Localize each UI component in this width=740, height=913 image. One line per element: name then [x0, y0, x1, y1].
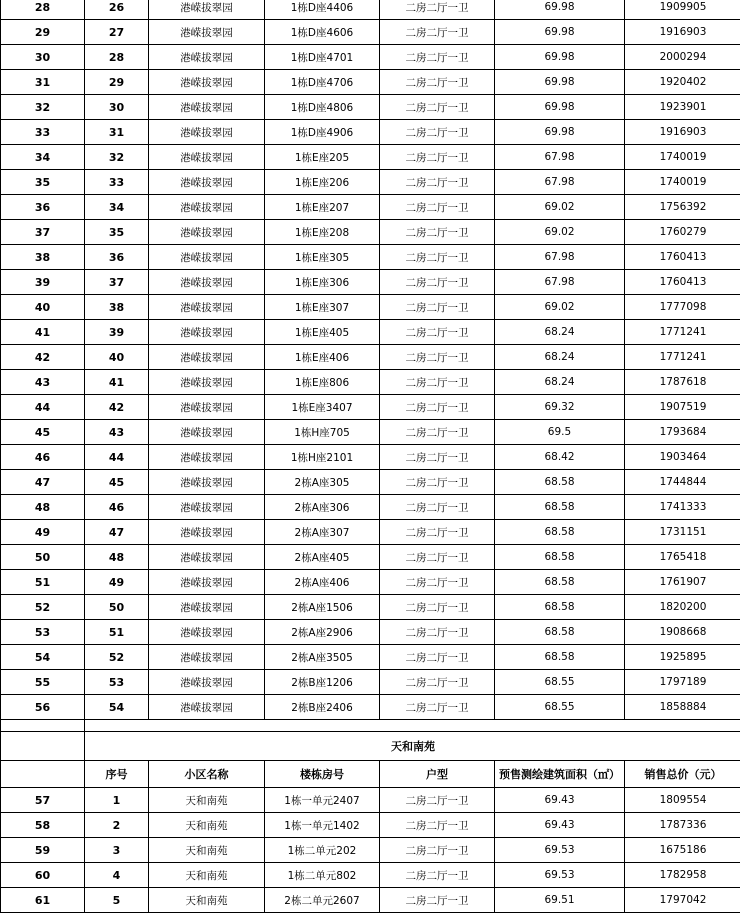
table-cell: 2栋A座307 — [265, 520, 380, 545]
table-cell: 49 — [1, 520, 85, 545]
table-cell: 1782958 — [625, 863, 740, 888]
table-cell: 1760413 — [625, 245, 740, 270]
table-cell: 天和南苑 — [149, 888, 265, 913]
table-cell: 36 — [85, 245, 149, 270]
table-cell: 二房二厅一卫 — [380, 120, 495, 145]
table-cell: 1858884 — [625, 695, 740, 720]
table-cell: 1925895 — [625, 645, 740, 670]
table-cell: 1920402 — [625, 70, 740, 95]
table-row — [1, 645, 740, 670]
table-cell: 42 — [85, 395, 149, 420]
table-cell: 港嵘拔翠园 — [149, 245, 265, 270]
table-cell: 34 — [1, 145, 85, 170]
table-cell: 1907519 — [625, 395, 740, 420]
table-cell: 1栋D座4606 — [265, 20, 380, 45]
table-cell: 56 — [1, 695, 85, 720]
table-cell: 69.02 — [495, 220, 625, 245]
table-cell: 1栋二单元202 — [265, 838, 380, 863]
table-cell: 二房二厅一卫 — [380, 620, 495, 645]
table-cell: 55 — [1, 670, 85, 695]
table-cell: 天和南苑 — [149, 838, 265, 863]
table-cell: 2栋B座1206 — [265, 670, 380, 695]
table-cell: 2栋A座405 — [265, 545, 380, 570]
table-cell: 1栋E座3407 — [265, 395, 380, 420]
table-cell: 53 — [85, 670, 149, 695]
table-cell: 41 — [85, 370, 149, 395]
table-cell: 二房二厅一卫 — [380, 170, 495, 195]
table-cell: 2栋A座406 — [265, 570, 380, 595]
table-row — [1, 838, 740, 863]
table-cell: 二房二厅一卫 — [380, 495, 495, 520]
table-cell: 1栋E座806 — [265, 370, 380, 395]
table-cell: 38 — [85, 295, 149, 320]
table-cell: 54 — [85, 695, 149, 720]
table-cell: 二房二厅一卫 — [380, 70, 495, 95]
table-cell: 57 — [1, 788, 85, 813]
table-cell: 二房二厅一卫 — [380, 345, 495, 370]
table-cell: 37 — [1, 220, 85, 245]
table-cell: 二房二厅一卫 — [380, 813, 495, 838]
table-cell: 港嵘拔翠园 — [149, 545, 265, 570]
table-cell: 33 — [85, 170, 149, 195]
table-cell: 港嵘拔翠园 — [149, 195, 265, 220]
table-cell: 1栋D座4806 — [265, 95, 380, 120]
table-cell: 港嵘拔翠园 — [149, 45, 265, 70]
table-cell: 28 — [1, 0, 85, 20]
table-cell: 69.98 — [495, 0, 625, 20]
header-cell: 序号 — [85, 761, 149, 788]
table-cell: 69.98 — [495, 120, 625, 145]
table-cell: 42 — [1, 345, 85, 370]
table-cell: 2000294 — [625, 45, 740, 70]
table-cell: 1栋E座206 — [265, 170, 380, 195]
table-cell: 1栋E座305 — [265, 245, 380, 270]
table-cell: 1777098 — [625, 295, 740, 320]
table-cell: 32 — [1, 95, 85, 120]
table-cell: 67.98 — [495, 145, 625, 170]
table-cell: 1栋二单元802 — [265, 863, 380, 888]
table-cell: 50 — [1, 545, 85, 570]
table-row — [1, 0, 740, 20]
table-cell: 港嵘拔翠园 — [149, 470, 265, 495]
table-cell: 69.98 — [495, 20, 625, 45]
table-cell: 二房二厅一卫 — [380, 863, 495, 888]
table-cell: 1787618 — [625, 370, 740, 395]
table-cell: 35 — [1, 170, 85, 195]
table-cell: 二房二厅一卫 — [380, 838, 495, 863]
table-cell: 港嵘拔翠园 — [149, 370, 265, 395]
table-cell: 2栋A座3505 — [265, 645, 380, 670]
table-cell: 1 — [85, 788, 149, 813]
table-cell: 港嵘拔翠园 — [149, 320, 265, 345]
table-row — [1, 670, 740, 695]
table-cell: 69.53 — [495, 863, 625, 888]
table-cell: 51 — [85, 620, 149, 645]
table-row — [1, 370, 740, 395]
table-cell: 二房二厅一卫 — [380, 545, 495, 570]
table-cell: 58 — [1, 813, 85, 838]
table-cell: 54 — [1, 645, 85, 670]
table-cell: 二房二厅一卫 — [380, 0, 495, 20]
table-cell: 1栋一单元2407 — [265, 788, 380, 813]
table-row — [1, 120, 740, 145]
table-cell: 48 — [85, 545, 149, 570]
table-cell: 1731151 — [625, 520, 740, 545]
table-cell: 67.98 — [495, 245, 625, 270]
table-cell: 1797042 — [625, 888, 740, 913]
header-cell: 小区名称 — [149, 761, 265, 788]
table-cell: 69.98 — [495, 95, 625, 120]
table-cell: 68.24 — [495, 320, 625, 345]
table-cell: 港嵘拔翠园 — [149, 120, 265, 145]
table-cell: 1栋E座306 — [265, 270, 380, 295]
table-cell: 51 — [1, 570, 85, 595]
table-cell: 69.43 — [495, 788, 625, 813]
table-cell: 二房二厅一卫 — [380, 195, 495, 220]
table-cell: 34 — [85, 195, 149, 220]
table-row — [1, 320, 740, 345]
table-cell: 1908668 — [625, 620, 740, 645]
table-cell: 1797189 — [625, 670, 740, 695]
table-row — [1, 245, 740, 270]
table-cell: 二房二厅一卫 — [380, 470, 495, 495]
table-cell: 二房二厅一卫 — [380, 270, 495, 295]
table-cell: 二房二厅一卫 — [380, 370, 495, 395]
table-cell: 5 — [85, 888, 149, 913]
table-row — [1, 863, 740, 888]
table-cell: 69.43 — [495, 813, 625, 838]
table-cell: 68.24 — [495, 345, 625, 370]
table-cell: 52 — [1, 595, 85, 620]
table-cell: 二房二厅一卫 — [380, 645, 495, 670]
table-cell: 1栋一单元1402 — [265, 813, 380, 838]
table-cell: 1820200 — [625, 595, 740, 620]
table-cell: 二房二厅一卫 — [380, 570, 495, 595]
section-title: 天和南苑 — [85, 732, 740, 761]
table-cell: 二房二厅一卫 — [380, 595, 495, 620]
table-cell: 68.55 — [495, 695, 625, 720]
table-cell: 1栋E座405 — [265, 320, 380, 345]
table-cell: 港嵘拔翠园 — [149, 20, 265, 45]
table-cell: 港嵘拔翠园 — [149, 345, 265, 370]
table-cell: 1675186 — [625, 838, 740, 863]
table-cell: 2栋A座306 — [265, 495, 380, 520]
table-cell: 44 — [1, 395, 85, 420]
table-cell: 1903464 — [625, 445, 740, 470]
table-cell: 1栋D座4701 — [265, 45, 380, 70]
table-cell: 1756392 — [625, 195, 740, 220]
table-cell: 港嵘拔翠园 — [149, 145, 265, 170]
table-cell: 26 — [85, 0, 149, 20]
table-row — [1, 95, 740, 120]
table-cell: 1740019 — [625, 145, 740, 170]
table-cell: 1916903 — [625, 20, 740, 45]
table-cell: 二房二厅一卫 — [380, 20, 495, 45]
table-cell: 1栋E座205 — [265, 145, 380, 170]
table-cell: 68.58 — [495, 645, 625, 670]
table-cell: 43 — [1, 370, 85, 395]
table-row — [1, 420, 740, 445]
table-row — [1, 695, 740, 720]
table-cell: 4 — [85, 863, 149, 888]
section-title-row — [1, 732, 740, 761]
table-cell: 港嵘拔翠园 — [149, 670, 265, 695]
table-cell: 68.24 — [495, 370, 625, 395]
table-cell: 二房二厅一卫 — [380, 520, 495, 545]
section1-body — [1, 0, 740, 720]
table-cell: 二房二厅一卫 — [380, 45, 495, 70]
table-row — [1, 888, 740, 913]
table-cell: 67.98 — [495, 270, 625, 295]
header-cell: 楼栋房号 — [265, 761, 380, 788]
table-cell: 67.98 — [495, 170, 625, 195]
table-cell: 港嵘拔翠园 — [149, 520, 265, 545]
table-cell: 2栋B座2406 — [265, 695, 380, 720]
table-cell: 二房二厅一卫 — [380, 245, 495, 270]
table-cell: 53 — [1, 620, 85, 645]
table-cell: 2栋A座1506 — [265, 595, 380, 620]
table-cell: 二房二厅一卫 — [380, 320, 495, 345]
table-cell: 2栋A座2906 — [265, 620, 380, 645]
table-cell: 1栋E座406 — [265, 345, 380, 370]
table-row — [1, 813, 740, 838]
table-cell: 天和南苑 — [149, 788, 265, 813]
table-cell: 港嵘拔翠园 — [149, 645, 265, 670]
table-cell: 1916903 — [625, 120, 740, 145]
table-cell: 二房二厅一卫 — [380, 695, 495, 720]
table-cell: 33 — [1, 120, 85, 145]
table-cell: 47 — [1, 470, 85, 495]
table-cell: 1793684 — [625, 420, 740, 445]
table-cell: 50 — [85, 595, 149, 620]
table-cell: 69.02 — [495, 295, 625, 320]
table-row — [1, 445, 740, 470]
table-cell: 52 — [85, 645, 149, 670]
table-cell: 1809554 — [625, 788, 740, 813]
header-cell: 销售总价（元） — [625, 761, 740, 788]
table-row — [1, 270, 740, 295]
table-cell: 69.5 — [495, 420, 625, 445]
table-cell: 港嵘拔翠园 — [149, 695, 265, 720]
table-row — [1, 595, 740, 620]
table-cell: 二房二厅一卫 — [380, 888, 495, 913]
header-cell: 户型 — [380, 761, 495, 788]
table-cell: 28 — [85, 45, 149, 70]
table-cell: 61 — [1, 888, 85, 913]
table-cell: 3 — [85, 838, 149, 863]
table-cell: 1744844 — [625, 470, 740, 495]
table-cell: 港嵘拔翠园 — [149, 270, 265, 295]
table-cell: 30 — [1, 45, 85, 70]
table-cell: 59 — [1, 838, 85, 863]
table-cell: 39 — [1, 270, 85, 295]
table-cell: 68.58 — [495, 570, 625, 595]
table-cell: 68.58 — [495, 620, 625, 645]
table-cell: 二房二厅一卫 — [380, 788, 495, 813]
table-cell: 40 — [1, 295, 85, 320]
table-cell: 60 — [1, 863, 85, 888]
table-cell: 港嵘拔翠园 — [149, 295, 265, 320]
table-cell: 29 — [85, 70, 149, 95]
table-cell: 1787336 — [625, 813, 740, 838]
table-cell: 1栋E座307 — [265, 295, 380, 320]
table-cell: 35 — [85, 220, 149, 245]
table-row — [1, 570, 740, 595]
table-row — [1, 45, 740, 70]
header-cell: 预售测绘建筑面积（㎡） — [495, 761, 625, 788]
table-cell: 港嵘拔翠园 — [149, 495, 265, 520]
table-cell: 37 — [85, 270, 149, 295]
table-cell: 27 — [85, 20, 149, 45]
table-cell: 1771241 — [625, 345, 740, 370]
table-cell: 1栋D座4906 — [265, 120, 380, 145]
table-cell: 39 — [85, 320, 149, 345]
table-cell: 40 — [85, 345, 149, 370]
header-row — [1, 761, 740, 788]
table-cell: 38 — [1, 245, 85, 270]
table-cell: 69.32 — [495, 395, 625, 420]
table-cell: 1栋H座705 — [265, 420, 380, 445]
table-cell: 二房二厅一卫 — [380, 670, 495, 695]
table-row — [1, 470, 740, 495]
table-row — [1, 620, 740, 645]
table-cell: 港嵘拔翠园 — [149, 0, 265, 20]
table-cell: 44 — [85, 445, 149, 470]
table-cell: 2栋A座305 — [265, 470, 380, 495]
table-cell: 港嵘拔翠园 — [149, 395, 265, 420]
table-cell: 二房二厅一卫 — [380, 395, 495, 420]
table-cell: 36 — [1, 195, 85, 220]
table-cell: 29 — [1, 20, 85, 45]
table-cell: 1740019 — [625, 170, 740, 195]
table-cell: 港嵘拔翠园 — [149, 70, 265, 95]
table-row — [1, 170, 740, 195]
table-cell: 天和南苑 — [149, 813, 265, 838]
table-cell: 港嵘拔翠园 — [149, 420, 265, 445]
table-cell: 68.58 — [495, 595, 625, 620]
table-cell: 1761907 — [625, 570, 740, 595]
table-cell: 69.02 — [495, 195, 625, 220]
table-row — [1, 345, 740, 370]
table-cell: 1栋H座2101 — [265, 445, 380, 470]
table-cell: 1771241 — [625, 320, 740, 345]
table-row — [1, 788, 740, 813]
table-cell: 二房二厅一卫 — [380, 445, 495, 470]
section2 — [1, 720, 740, 788]
spacer-row — [1, 720, 740, 732]
table-row — [1, 295, 740, 320]
table-cell: 1923901 — [625, 95, 740, 120]
table-cell: 68.42 — [495, 445, 625, 470]
table-row — [1, 520, 740, 545]
table-cell: 69.98 — [495, 45, 625, 70]
table-row — [1, 395, 740, 420]
table-cell: 69.53 — [495, 838, 625, 863]
table-row — [1, 70, 740, 95]
table-cell: 1栋E座207 — [265, 195, 380, 220]
table-cell: 31 — [1, 70, 85, 95]
table-cell: 二房二厅一卫 — [380, 420, 495, 445]
table-cell: 46 — [85, 495, 149, 520]
table-cell: 68.58 — [495, 520, 625, 545]
section2-body — [1, 788, 740, 913]
table-cell: 港嵘拔翠园 — [149, 595, 265, 620]
table-cell: 31 — [85, 120, 149, 145]
table-cell: 45 — [85, 470, 149, 495]
table-cell: 30 — [85, 95, 149, 120]
table-row — [1, 195, 740, 220]
table-cell: 天和南苑 — [149, 863, 265, 888]
table-cell: 1760279 — [625, 220, 740, 245]
table-cell: 2 — [85, 813, 149, 838]
table-cell: 46 — [1, 445, 85, 470]
table-cell: 1765418 — [625, 545, 740, 570]
table-cell: 港嵘拔翠园 — [149, 620, 265, 645]
table-cell: 48 — [1, 495, 85, 520]
table-cell: 2栋二单元2607 — [265, 888, 380, 913]
table-cell: 1909905 — [625, 0, 740, 20]
table-cell: 二房二厅一卫 — [380, 295, 495, 320]
table-row — [1, 495, 740, 520]
table-cell: 二房二厅一卫 — [380, 145, 495, 170]
table-cell: 1栋D座4406 — [265, 0, 380, 20]
table-cell: 47 — [85, 520, 149, 545]
table-cell: 二房二厅一卫 — [380, 220, 495, 245]
table-cell: 69.98 — [495, 70, 625, 95]
table-cell: 41 — [1, 320, 85, 345]
table-cell: 32 — [85, 145, 149, 170]
table-cell: 1栋D座4706 — [265, 70, 380, 95]
table-cell: 1741333 — [625, 495, 740, 520]
table-cell: 1760413 — [625, 270, 740, 295]
table-row — [1, 545, 740, 570]
table-row — [1, 145, 740, 170]
table-cell: 45 — [1, 420, 85, 445]
table-cell: 1栋E座208 — [265, 220, 380, 245]
table-cell: 69.51 — [495, 888, 625, 913]
table-cell: 港嵘拔翠园 — [149, 220, 265, 245]
table-cell: 港嵘拔翠园 — [149, 170, 265, 195]
table-cell: 68.55 — [495, 670, 625, 695]
table-cell: 49 — [85, 570, 149, 595]
table-row — [1, 220, 740, 245]
table-cell: 68.58 — [495, 495, 625, 520]
table-cell: 68.58 — [495, 545, 625, 570]
table-cell: 二房二厅一卫 — [380, 95, 495, 120]
table-row — [1, 20, 740, 45]
table-cell: 43 — [85, 420, 149, 445]
table-cell: 港嵘拔翠园 — [149, 570, 265, 595]
table-cell: 港嵘拔翠园 — [149, 445, 265, 470]
table-cell: 港嵘拔翠园 — [149, 95, 265, 120]
table-cell: 68.58 — [495, 470, 625, 495]
